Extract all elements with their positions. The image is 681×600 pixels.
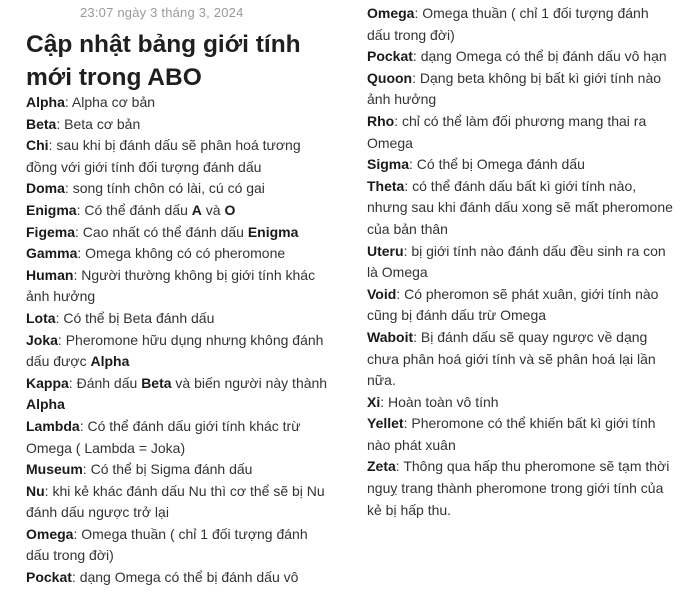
entry-term: Lambda: [26, 417, 80, 434]
entry-void: Void: Có pheromon sẽ phát xuân, giới tính nào cũng bị đánh dấu trừ Omega: [367, 285, 659, 324]
entry-gamma: Gamma: Omega không có có pheromone: [26, 245, 286, 262]
entry-emphasis: Alpha: [90, 353, 130, 370]
entry-text: và: [201, 201, 225, 218]
entry-emphasis: A: [191, 201, 202, 218]
entry-text: Người thường không bị giới tính khác ảnh hưởng: [26, 266, 316, 305]
entry-yellet: Yellet: Pheromone có thể khiến bất kì giới tính nào phát xuân: [367, 415, 656, 453]
entry-term: Rho: [367, 112, 395, 129]
entry-sigma: Sigma: Có thể bị Omega đánh dấu: [367, 156, 585, 173]
entry-text: Có thể đánh dấu giới tính khác trừ Omega ( Lambda = Joka): [26, 417, 301, 456]
entry-term: Joka: [26, 331, 58, 348]
entry-text: Omega thuần ( chỉ 1 đối tượng đánh dấu trong đời): [367, 5, 649, 43]
entry-nu: Nu: khi kẻ khác đánh dấu Nu thì cơ thể sẽ bị Nu đánh dấu ngược trở lại: [26, 482, 325, 521]
entry-lota: Lota: Có thể bị Beta đánh dấu: [26, 309, 215, 326]
entry-term: Sigma: [367, 156, 410, 173]
entry-term: Pockat: [26, 569, 72, 586]
entry-term: Enigma: [26, 201, 77, 218]
entry-text: Pheromone hữu dụng nhưng không đánh dấu được: [26, 331, 324, 370]
entry-text: Có thể bị Sigma đánh dấu: [90, 461, 253, 478]
right-entry-list: [367, 3, 675, 521]
entry-term: Kappa: [26, 374, 69, 391]
entry-term: Gamma: [26, 245, 78, 262]
entry-text: Có thể bị Omega đánh dấu: [416, 156, 585, 173]
entry-term: Xi: [367, 393, 381, 410]
entry-text: Có thể đánh dấu: [84, 201, 192, 218]
entry-emphasis: Beta: [141, 374, 172, 391]
page-title: Cập nhật bảng giới tính mới trong ABO: [26, 31, 301, 91]
entry-text: sau khi bị đánh dấu sẽ phân hoá tương đồng với giới tính đối tượng đánh dấu: [26, 137, 301, 175]
entry-term: Yellet: [367, 415, 404, 432]
entry-emphasis: Enigma: [247, 223, 299, 240]
entry-uteru: Uteru: bị giới tính nào đánh dấu đều sinh ra con là Omega: [367, 242, 666, 281]
entry-omega: Omega: Omega thuần ( chỉ 1 đối tượng đánh dấu trong đời): [26, 525, 308, 564]
entry-term: Chi: [26, 137, 49, 154]
entry-text: bị giới tính nào đánh dấu đều sinh ra con là Omega: [367, 242, 666, 281]
entry-text: Bị đánh dấu sẽ quay ngược về dạng chưa phân hoá giới tính và sẽ phân hoá lại lần nữa.: [367, 328, 656, 389]
entry-text: Dạng beta không bị bất kì giới tính nào ảnh hưởng: [367, 69, 662, 108]
entry-term: Figema: [26, 223, 76, 240]
entry-text: và biến người này thành: [171, 374, 328, 391]
entry-term: Uteru: [367, 242, 404, 259]
entry-term: Alpha: [26, 94, 65, 110]
entry-beta: Beta: Beta cơ bản: [26, 115, 141, 132]
entry-term: Museum: [26, 461, 83, 478]
entry-term: Omega: [26, 525, 74, 542]
entry-text: Đánh dấu: [76, 374, 142, 391]
entry-text: Alpha cơ bản: [71, 94, 156, 110]
entry-text: khi kẻ khác đánh dấu Nu thì cơ thể sẽ bị Nu đánh dấu ngược trở lại: [26, 482, 325, 521]
entry-rho: Rho: chỉ có thể làm đối phương mang thai ra Omega: [367, 112, 647, 151]
entry-text: Có thể bị Beta đánh dấu: [63, 309, 215, 326]
entry-pockat: Pockat: dạng Omega có thể bị đánh dấu vô: [26, 569, 299, 586]
entry-text: Omega thuần ( chỉ 1 đối tượng đánh dấu trong đời): [26, 525, 308, 564]
entry-text: Cao nhất có thể đánh dấu: [82, 223, 248, 240]
entry-alpha: Alpha: Alpha cơ bản: [26, 94, 156, 110]
entry-text: có thể đánh dấu bất kì giới tính nào, nhưng sau khi đánh dấu xong sẽ mất pheromone của bản thân: [367, 177, 673, 237]
entry-text: Hoàn toàn vô tính: [388, 393, 499, 410]
entry-term: Zeta: [367, 458, 396, 475]
entry-text: Có pheromon sẽ phát xuân, giới tính nào cũng bị đánh dấu trừ Omega: [367, 285, 659, 324]
entry-chi: Chi: sau khi bị đánh dấu sẽ phân hoá tương đồng với giới tính đối tượng đánh dấu: [26, 137, 301, 175]
entry-emphasis: Alpha: [26, 396, 65, 413]
entry-term: Doma: [26, 180, 65, 197]
entry-text: Thông qua hấp thu pheromone sẽ tạm thời nguỵ trang thành pheromone trong giới tính của kẻ bị hấp thu.: [367, 458, 670, 518]
entry-term: Omega: [367, 5, 415, 21]
entry-quoon: Quoon: Dạng beta không bị bất kì giới tính nào ảnh hưởng: [367, 69, 662, 108]
entry-xi: Xi: Hoàn toàn vô tính: [367, 393, 499, 410]
entry-term: Beta: [26, 115, 57, 132]
entry-text: dạng Omega có thể bị đánh dấu vô hạn: [420, 48, 667, 65]
entry-term: Nu: [26, 482, 45, 499]
entry-term: Lota: [26, 309, 56, 326]
entry-term: Theta: [367, 177, 405, 194]
entry-joka: Joka: Pheromone hữu dụng nhưng không đánh dấu được Alpha: [26, 331, 324, 370]
left-entry-list: [26, 92, 328, 589]
entry-omega: Omega: Omega thuần ( chỉ 1 đối tượng đánh dấu trong đời): [367, 5, 649, 43]
entry-term: Void: [367, 285, 397, 302]
entry-kappa: Kappa: Đánh dấu Beta và biến người này thành Alpha: [26, 374, 328, 413]
entry-figema: Figema: Cao nhất có thể đánh dấu Enigma: [26, 223, 299, 240]
entry-term: Quoon: [367, 69, 413, 86]
entry-pockat: Pockat: dạng Omega có thể bị đánh dấu vô hạn: [367, 48, 667, 65]
entry-emphasis: O: [224, 201, 236, 218]
entry-text: Beta cơ bản: [64, 115, 141, 132]
entry-enigma: Enigma: Có thể đánh dấu A và O: [26, 201, 236, 218]
entry-text: song tính chôn có lài, cú có gai: [72, 180, 265, 197]
entry-waboit: Waboit: Bị đánh dấu sẽ quay ngược về dạng chưa phân hoá giới tính và sẽ phân hoá lại lần nữa.: [367, 328, 656, 389]
entry-text: dạng Omega có thể bị đánh dấu vô: [79, 569, 299, 586]
timestamp: 23:07 ngày 3 tháng 3, 2024: [80, 5, 244, 20]
entry-text: Omega không có có pheromone: [85, 245, 286, 262]
entry-term: Human: [26, 266, 74, 283]
entry-text: chỉ có thể làm đối phương mang thai ra Omega: [367, 112, 647, 151]
entry-human: Human: Người thường không bị giới tính khác ảnh hưởng: [26, 266, 316, 305]
entry-doma: Doma: song tính chôn có lài, cú có gai: [26, 180, 265, 197]
entry-museum: Museum: Có thể bị Sigma đánh dấu: [26, 461, 253, 478]
entry-lambda: Lambda: Có thể đánh dấu giới tính khác trừ Omega ( Lambda = Joka): [26, 417, 301, 456]
entry-theta: Theta: có thể đánh dấu bất kì giới tính nào, nhưng sau khi đánh dấu xong sẽ mất pheromone của bản thân: [367, 177, 673, 237]
entry-text: Pheromone có thể khiến bất kì giới tính nào phát xuân: [367, 415, 656, 453]
entry-term: Waboit: [367, 328, 414, 345]
entry-term: Pockat: [367, 48, 413, 65]
entry-zeta: Zeta: Thông qua hấp thu pheromone sẽ tạm thời nguỵ trang thành pheromone trong giới tính của kẻ bị hấp thu.: [367, 458, 670, 518]
